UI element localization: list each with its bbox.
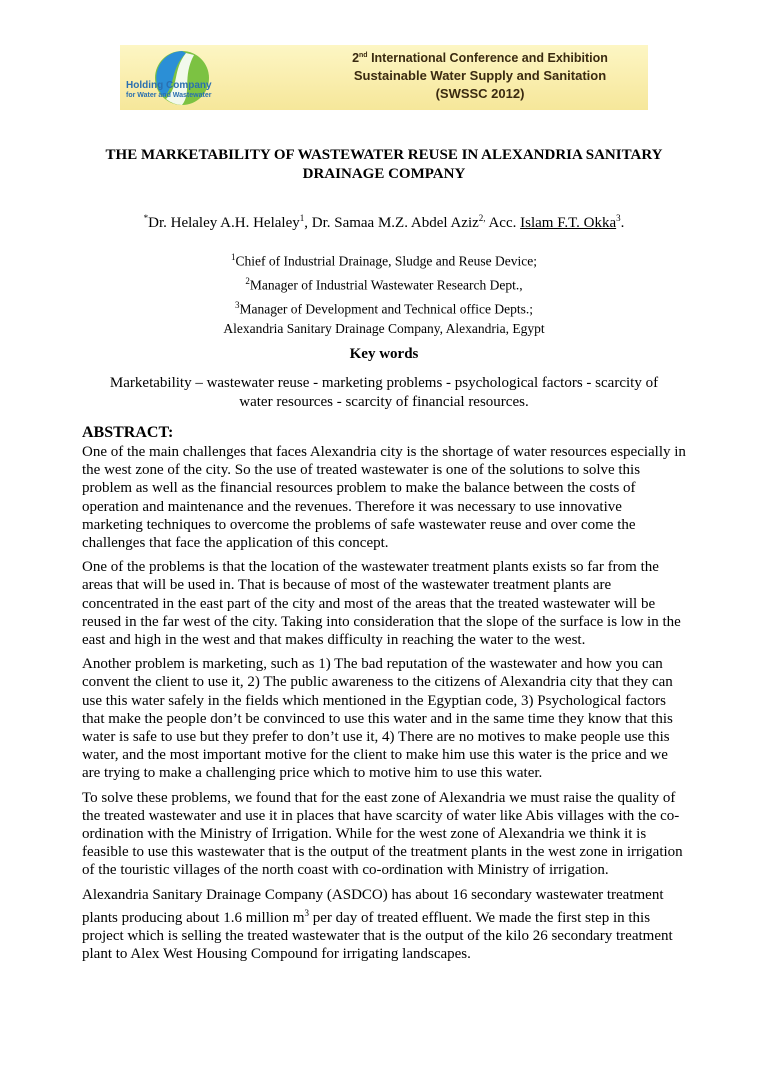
authors-line xyxy=(80,208,688,233)
abstract-heading: ABSTRACT: xyxy=(82,424,174,441)
last-paragraph-pre: Alexandria Sanitary Drainage Company (ASDCO) has about 16 secondary wastewater treatment plants producing about 1.6 million m xyxy=(82,886,664,926)
author-3-sup: 3 xyxy=(616,213,621,223)
author-1-sup: 1 xyxy=(299,213,305,223)
conf-line1: International Conference and Exhibition xyxy=(367,51,608,66)
abstract-body xyxy=(82,443,686,969)
author-2: , Dr. Samaa M.Z. Abdel Aziz xyxy=(304,215,479,231)
affiliation-3-text: Manager of Development and Technical office Depts.; xyxy=(239,301,534,317)
paper-title: THE MARKETABILITY OF WASTEWATER REUSE IN ALEXANDRIA SANITARY DRAINAGE COMPANY xyxy=(105,147,663,182)
abstract-paragraph: One of the problems is that the location of the wastewater treatment plants exists so far from the areas that will be used in. That is because of most of the wastewater treatment plants are concentrated in the east part of the city and most of the areas that the treated wastewater will be reused in the far west of the city. Taking into consideration that the slope of the surface is low in the east and high in the west and that makes difficulty in reaching the water to the west. xyxy=(82,559,681,649)
affiliation-1 xyxy=(80,248,688,271)
abstract-paragraph: To solve these problems, we found that for the east zone of Alexandria we must raise the quality of the treated wastewater and use it in places that have scarcity of water like Abis villages with the co-ordination with the Ministry of Irrigation. While for the west zone of Alexandria we think it is feasible to use this wastewater that is the output of the treatment plants in the west zone in irrigation of the touristic villages of the north coast with co-ordination with Ministry of irrigation. xyxy=(82,789,683,879)
affiliation-2-sup: 2 xyxy=(245,276,250,286)
corresponding-mark: * xyxy=(143,213,149,223)
affiliation-3-sup: 3 xyxy=(234,300,240,310)
affiliation-2 xyxy=(80,272,688,295)
abstract-paragraph: One of the main challenges that faces Alexandria city is the shortage of water resources especially in the west zone of the city. So the use of treated wastewater is one of the solutions to solve this problem as well as the financial resources problem to make the balance between the costs of operation and maintenance and the revenues. Therefore it was necessary to use innovative marketing techniques to overcome the problems of safe wastewater reuse and over come the challenges that face the application of this concept. xyxy=(82,444,686,552)
affiliation-1-sup: 1 xyxy=(231,252,236,262)
water-drop-icon xyxy=(120,45,248,110)
affiliation-3 xyxy=(80,296,688,319)
affiliation-institution-text: Alexandria Sanitary Drainage Company, Alexandria, Egypt xyxy=(223,321,545,336)
last-paragraph-post: per day of treated effluent. We made the first step in this project which is selling the treated wastewater that is the output of the kilo 26 secondary treatment plant to Alex West Housing Compound for irrigating landscapes. xyxy=(82,909,673,963)
affiliation-2-text: Manager of Industrial Wastewater Research Dept., xyxy=(249,277,523,293)
logo-line2: for Water and Wastewater xyxy=(126,92,212,99)
keywords-heading: Key words xyxy=(349,346,419,362)
logo-line1: Holding Company xyxy=(126,80,212,91)
keywords-text: Marketability – wastewater reuse - marketing problems - psychological factors - scarcity of water resources - scarcity of financial resources. xyxy=(109,375,659,410)
conf-number: 2 xyxy=(352,51,360,66)
holding-company-logo xyxy=(120,45,248,110)
cubic-sup: 3 xyxy=(304,907,309,918)
conf-ordinal: nd xyxy=(359,52,368,59)
affiliation-1-text: Chief of Industrial Drainage, Sludge and Reuse Device; xyxy=(235,253,537,269)
conf-line3: (SWSSC 2012) xyxy=(435,86,525,102)
conf-line2: Sustainable Water Supply and Sanitation xyxy=(353,68,607,84)
conference-banner xyxy=(120,45,648,110)
author-2-sup: 2, xyxy=(478,213,486,223)
author-3-prefix: Acc. xyxy=(485,215,521,231)
conference-title xyxy=(320,47,640,103)
affiliation-institution xyxy=(80,320,688,338)
author-1: Dr. Helaley A.H. Helaley xyxy=(148,215,300,231)
authors-end: . xyxy=(620,215,625,231)
abstract-paragraph-last xyxy=(82,886,686,964)
abstract-paragraph: Another problem is marketing, such as 1) The bad reputation of the wastewater and how you can convent the client to use it, 2) The public awareness to the citizens of Alexandria city that they can use this water safely in the fields which mentioned in the Egyptian code, 3) Psychological factors that make the people don’t be convinced to use this water and in the same time they know that this water is safe to use but they prefer to don’t use it, 4) There are no motives to make people use this water, and the most important motive for the client to make him use this water is the price and we are trying to make a challenging price which to motive him to use this water. xyxy=(82,656,673,782)
author-3: Islam F.T. Okka xyxy=(520,215,617,231)
